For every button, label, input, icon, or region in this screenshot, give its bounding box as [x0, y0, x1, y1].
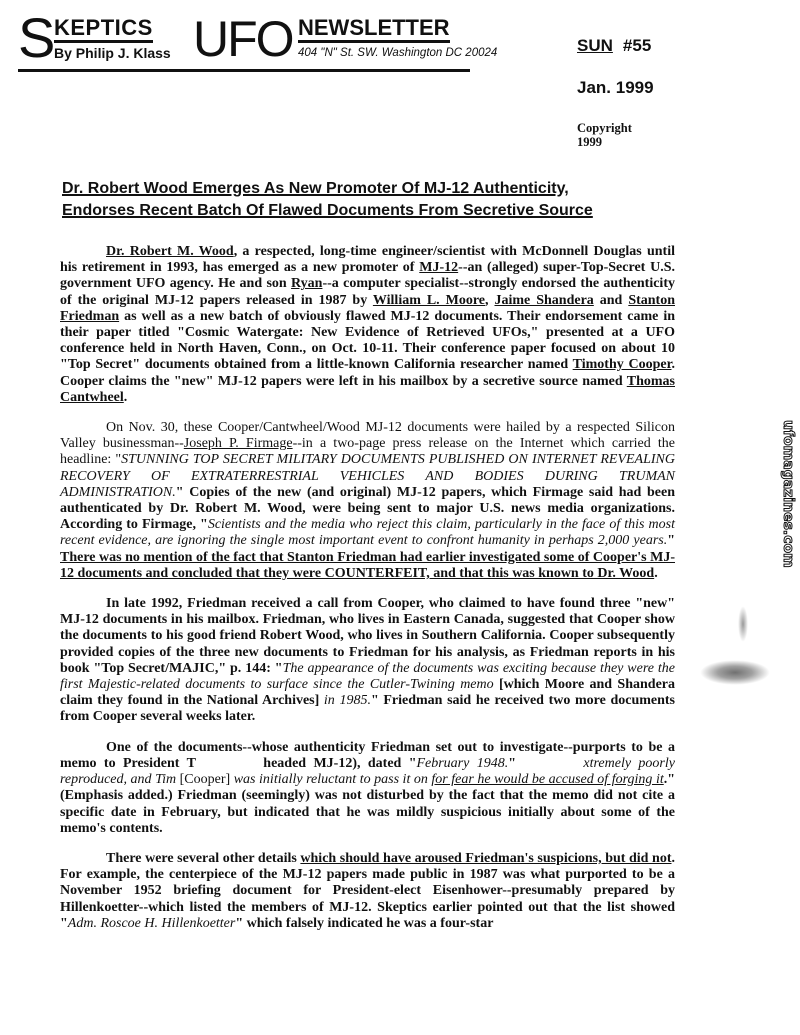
masthead-ufo: UFO — [193, 11, 293, 67]
p2-s3: --in a two-page press release on the Internet which carried the headline: " — [60, 436, 676, 468]
p2-s4: STUNNING TOP SECRET MILITARY DOCUMENTS PUBLISHED ON INTERNET REVEALING RECOVERY OF EXTRATERRESTRIAL VEHICLES AND BODIES DURING TRUMAN ADMINISTRATION. — [60, 452, 675, 500]
paragraph-2 — [60, 420, 675, 582]
p4-s9: ." (Emphasis added.) Friedman (seemingly) was not disturbed by the fact that the memo did not cite a specific date in February, but indicated that he was mildly suspicious initially about some of the memo's contents. — [60, 772, 676, 836]
watermark: ufomagazines.com — [780, 420, 796, 568]
p2-s9: . — [654, 565, 658, 581]
p4-s4: " — [508, 755, 524, 771]
p3-s4: in 1985. — [323, 693, 371, 709]
p1-s2: , a respected, long-time engineer/scientist with McDonnell Douglas until his retirement in 1993, has emerged as a new promoter of — [60, 244, 675, 276]
p2-s5: " Copies of the new (and original) MJ-12 papers, which Firmage said had been authenticated by Dr. Robert M. Wood, were being sent to major U.S. news media organizations. According to Firmage, " — [60, 484, 675, 533]
masthead — [18, 6, 498, 72]
p3-s5: " Friedman said he received two more documents from Cooper several weeks later. — [60, 693, 676, 725]
copyright-label: Copyright — [577, 121, 632, 135]
p2-s7: " — [667, 533, 675, 549]
p2-s6: Scientists and the media who reject this claim, particularly in the face of this most recent evidence, are ignoring the single most important event to confront humanity in perhaps 2,000 years. — [60, 517, 675, 549]
p4-s7: was initially reluctant to pass it on — [233, 772, 432, 788]
p5-s1: There were several other details — [106, 850, 301, 866]
p1-s14: . Cooper claims the "new" MJ-12 papers were left in his mailbox by a secretive source named — [60, 357, 675, 389]
p1-s11: Stanton Friedman — [60, 292, 675, 324]
p2-s1: On Nov. 30, these Cooper/Cantwheel/Wood MJ-12 documents were hailed by a respected Silicon Valley businessman-- — [60, 420, 675, 452]
p4-s3: February 1948. — [416, 755, 509, 771]
masthead-address: 404 "N" St. SW. Washington DC 20024 — [298, 47, 498, 59]
copyright — [577, 121, 667, 149]
paragraph-5 — [60, 851, 675, 932]
masthead-big-s: S — [18, 6, 56, 69]
p4-s2: headed MJ-12), dated " — [255, 755, 417, 771]
paragraph-4 — [60, 740, 675, 837]
issue-label: SUN — [577, 36, 613, 55]
p1-s9: Jaime Shandera — [494, 292, 594, 308]
p1-s5: Ryan — [291, 276, 323, 292]
masthead-skeptics: KEPTICS — [54, 16, 153, 43]
p1-s12: as well as a new batch of obviously flawed MJ-12 documents. Their endorsement came in their paper titled "Cosmic Watergate: New Evidence of Retrieved UFOs," presented at a UFO conference held in North Haven, Conn., on Oct. 10-11. Their conference paper focused on about 10 "Top Secret" documents obtained from a little-known California researcher named — [60, 308, 675, 373]
p5-s4: Adm. Roscoe H. Hillenkoetter — [67, 915, 236, 931]
p1-s6: --a computer specialist--strongly endorsed the authenticity of the original MJ-12 papers released in 1987 by — [60, 276, 675, 308]
issue-number — [577, 36, 651, 56]
scan-smudge — [700, 660, 770, 685]
copyright-year: 1999 — [577, 135, 602, 149]
p3-s1: In late 1992, Friedman received a call from Cooper, who claimed to have found three "new" MJ-12 documents in his mailbox. Friedman, who lives in Eastern Canada, suggested that Cooper show the documents to his good friend Robert Wood, who lives in Southern California. Cooper subsequently provided copies of the three new documents to Friedman for his analysis, as Friedman reports in his book "Top Secret/MAJIC," p. 144: " — [60, 596, 675, 676]
p1-s7: William L. Moore — [372, 292, 486, 308]
p1-s15: Thomas Cantwheel — [60, 373, 675, 405]
p1-s3: MJ-12 — [419, 260, 459, 276]
p1-s16: . — [123, 389, 128, 405]
p1-s4: --an (alleged) super-Top-Secret U.S. government UFO agency. He and son — [60, 260, 676, 292]
p5-s3: . For example, the centerpiece of the MJ-12 papers made public in 1987 was what purported to be a November 1952 briefing document for President-elect Eisenhower--presumably prepared by Hillenkoetter--which listed the members of MJ-12. Skeptics earlier pointed out that the list showed " — [60, 850, 675, 931]
p1-s13: Timothy Cooper — [572, 357, 672, 373]
p5-s5: " which falsely indicated he was a four-star — [235, 915, 494, 931]
p5-s2: which should have aroused Friedman's suspicions, but did not — [300, 850, 672, 866]
article-body — [60, 244, 675, 946]
p4-s1: One of the documents--whose authenticity Friedman set out to investigate--purports to be a memo to President T — [60, 739, 675, 771]
headline-line-2: Endorses Recent Batch Of Flawed Documents From Secretive Source — [62, 202, 593, 219]
masthead-rule — [18, 69, 470, 72]
p1-s8: , — [485, 292, 495, 308]
p1-s10: and — [593, 292, 629, 308]
headline-line-1: Dr. Robert Wood Emerges As New Promoter Of MJ-12 Authenticity, — [62, 180, 569, 197]
article-headline — [62, 178, 702, 222]
p4-s5: xtremely poorly reproduced, and Tim — [60, 755, 675, 788]
p4-s6: [Cooper] — [176, 772, 234, 788]
masthead-byline: By Philip J. Klass — [54, 45, 171, 61]
issue-date: Jan. 1999 — [577, 78, 654, 97]
p3-s2: The appearance of the documents was exciting because they were the first Majestic-related documents to surface since the Cutler-Twining memo — [60, 660, 675, 693]
issue-num: #55 — [622, 36, 652, 55]
p2-s8: There was no mention of the fact that Stanton Friedman had earlier investigated some of Cooper's MJ-12 documents and concluded that they were COUNTERFEIT, and that this was known to Dr. Wood — [60, 549, 675, 581]
p3-s3: [which Moore and Shandera claim they found in the National Archives] — [60, 677, 675, 709]
p2-s2: Joseph P. Firmage — [183, 436, 293, 452]
paragraph-3 — [60, 596, 675, 726]
masthead-newsletter: NEWSLETTER — [298, 16, 450, 43]
p1-s1: Dr. Robert M. Wood — [106, 244, 234, 259]
paragraph-1 — [60, 244, 675, 406]
scan-artifact — [738, 606, 748, 642]
p4-s8: for fear he would be accused of forging it — [431, 772, 664, 788]
